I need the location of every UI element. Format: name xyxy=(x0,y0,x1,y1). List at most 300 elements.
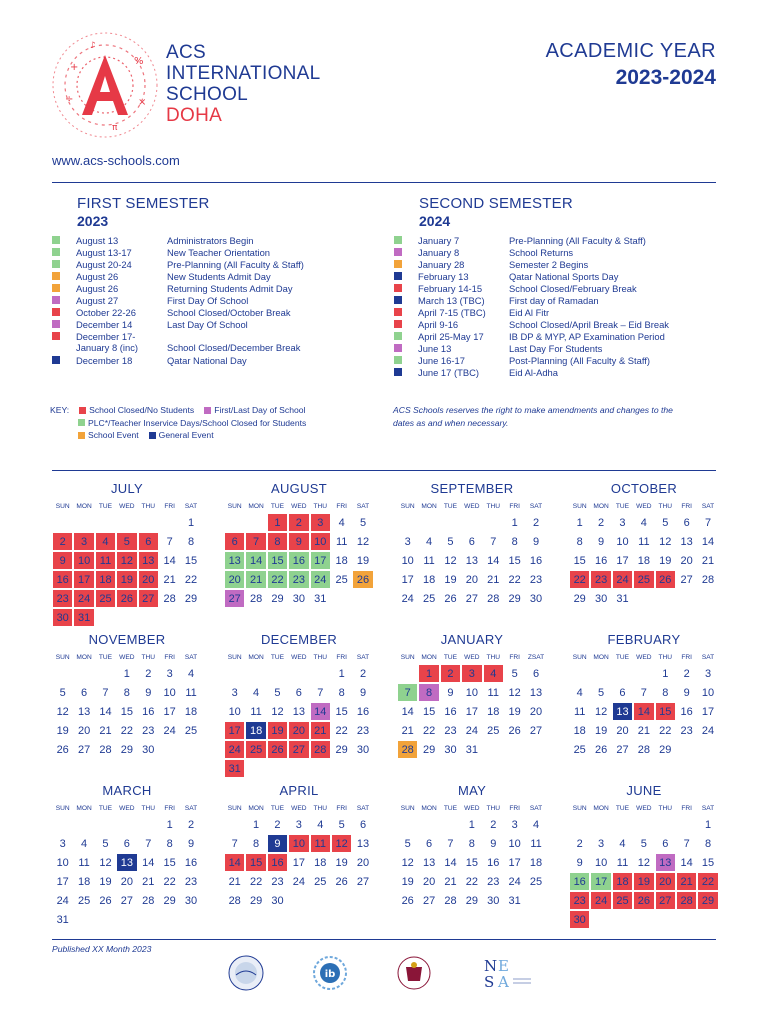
calendar-day: 27 xyxy=(656,892,675,909)
event-description: First Day Of School xyxy=(167,295,249,306)
calendar-day: 5 xyxy=(102,837,109,850)
calendar-day: 20 xyxy=(465,573,478,586)
weekday-header xyxy=(397,499,547,513)
weekday-label: FRI xyxy=(681,502,692,510)
calendar-day: 3 xyxy=(74,533,93,550)
event-color-swatch xyxy=(52,272,60,280)
calendar-day: 26 xyxy=(508,724,521,737)
event-color-swatch xyxy=(394,368,402,376)
calendar-day: 10 xyxy=(401,554,414,567)
calendar-day: 6 xyxy=(426,837,433,850)
month-march xyxy=(52,783,202,929)
event-row xyxy=(394,367,669,379)
calendar-day: 9 xyxy=(53,552,72,569)
calendar-day: 25 xyxy=(96,590,115,607)
calendar-day: 7 xyxy=(398,684,417,701)
event-date: June 16-17 xyxy=(418,355,465,366)
calendar-day: 20 xyxy=(529,705,543,718)
calendar-day: 24 xyxy=(163,724,176,737)
calendar-day: 31 xyxy=(616,592,629,605)
calendar-day: 27 xyxy=(529,724,543,737)
calendar-day: 7 xyxy=(490,535,497,548)
weekday-label: TUE xyxy=(615,502,630,510)
calendar-day: 19 xyxy=(508,705,521,718)
weekday-label: SAT xyxy=(701,502,715,510)
calendar-day: 30 xyxy=(356,743,370,756)
weekday-label: WED xyxy=(119,804,135,812)
calendar-day: 2 xyxy=(490,818,497,831)
calendar-day: 9 xyxy=(359,686,367,699)
calendar-day: 10 xyxy=(508,837,521,850)
calendar-day: 6 xyxy=(359,818,367,831)
event-row xyxy=(394,331,669,343)
calendar-day: 19 xyxy=(56,724,69,737)
calendar-day: 1 xyxy=(511,516,518,529)
event-description: Semester 2 Begins xyxy=(509,259,589,270)
weekday-label: MON xyxy=(76,804,92,812)
calendar-day: 21 xyxy=(701,554,715,567)
event-date: August 13 xyxy=(76,235,119,246)
svg-text:+: + xyxy=(70,62,79,73)
calendar-day: 13 xyxy=(613,703,632,720)
calendar-day: 27 xyxy=(465,592,478,605)
weekday-label: THU xyxy=(141,502,156,510)
event-description: Administrators Begin xyxy=(167,235,254,246)
month-name: SEPTEMBER xyxy=(430,481,514,496)
event-date: January 8 xyxy=(418,247,460,258)
calendar-day: 18 xyxy=(637,554,650,567)
calendar-day: 5 xyxy=(598,686,605,699)
calendar-day: 9 xyxy=(683,686,690,699)
weekday-label: WED xyxy=(291,502,307,510)
calendar-day: 19 xyxy=(356,554,370,567)
event-row xyxy=(52,295,304,307)
event-date: April 7-15 (TBC) xyxy=(418,307,486,318)
calendar-day: 16 xyxy=(594,554,608,567)
calendar-day: 30 xyxy=(594,592,608,605)
calendar-day: 6 xyxy=(295,686,302,699)
weekday-label: SAT xyxy=(529,502,543,510)
event-color-swatch xyxy=(394,344,402,352)
calendar-day: 24 xyxy=(508,875,521,888)
calendar-day: 9 xyxy=(145,686,152,699)
event-date: January 28 xyxy=(418,259,465,270)
calendar-day: 6 xyxy=(662,837,669,850)
calendar-day: 2 xyxy=(532,516,540,529)
event-description: New Students Admit Day xyxy=(167,271,271,282)
calendar-day: 26 xyxy=(353,571,372,588)
event-date: August 13-17 xyxy=(76,247,132,258)
qatar-emblem-icon xyxy=(396,955,432,991)
weekday-label: MON xyxy=(421,502,437,510)
calendar-day: 27 xyxy=(225,590,244,607)
event-color-swatch xyxy=(52,332,60,340)
calendar-day: 28 xyxy=(228,894,241,907)
calendar-day: 17 xyxy=(74,571,93,588)
event-date: January 7 xyxy=(418,235,460,246)
weekday-label: SAT xyxy=(184,653,198,661)
calendar-day: 3 xyxy=(59,837,66,850)
event-date: June 13 xyxy=(418,343,452,354)
calendar-day: 11 xyxy=(250,705,262,718)
weekday-label: SAT xyxy=(356,653,370,661)
calendar-day: 13 xyxy=(465,554,478,567)
calendar-day: 10 xyxy=(465,686,478,699)
calendar-day: 22 xyxy=(570,571,589,588)
month-august xyxy=(224,481,374,608)
calendar-day: 20 xyxy=(616,724,629,737)
event-description: Post-Planning (All Faculty & Staff) xyxy=(509,355,651,366)
calendar-day: 28 xyxy=(163,592,176,605)
weekday-label: TUE xyxy=(615,653,630,661)
calendar-day: 8 xyxy=(576,535,583,548)
calendar-day: 25 xyxy=(422,592,436,605)
event-description: New Teacher Orientation xyxy=(167,247,271,258)
svg-text:π: π xyxy=(112,123,118,133)
calendar-day: 25 xyxy=(529,875,543,888)
calendar-day: 16 xyxy=(570,873,589,890)
weekday-label: THU xyxy=(313,502,328,510)
svg-text:N: N xyxy=(484,957,498,975)
event-row xyxy=(394,355,669,367)
month-january xyxy=(397,632,547,759)
weekday-label: FRI xyxy=(336,653,347,661)
calendar-day: 17 xyxy=(163,705,176,718)
calendar-day: 4 xyxy=(640,516,647,529)
weekday-label: FRI xyxy=(336,804,347,812)
event-description: Eid Al-Adha xyxy=(509,367,558,378)
weekday-header xyxy=(569,801,719,815)
event-row xyxy=(394,259,669,271)
weekday-label: FRI xyxy=(164,804,175,812)
calendar-day: 20 xyxy=(139,571,158,588)
calendar-day: 24 xyxy=(591,892,610,909)
calendar-day: 11 xyxy=(423,554,435,567)
event-row xyxy=(52,355,304,367)
calendar-day: 18 xyxy=(314,856,327,869)
calendar-day: 8 xyxy=(338,686,345,699)
calendar-day: 16 xyxy=(184,856,198,869)
event-date: August 27 xyxy=(76,295,119,306)
calendar-day: 13 xyxy=(77,705,91,718)
weekday-label: TUE xyxy=(98,653,113,661)
calendar-day: 21 xyxy=(142,875,155,888)
calendar-day: 24 xyxy=(311,571,330,588)
calendar-day: 3 xyxy=(511,818,518,831)
calendar-day: 7 xyxy=(317,686,324,699)
calendar-day: 25 xyxy=(335,573,348,586)
calendar-day: 29 xyxy=(163,894,176,907)
calendar-day: 26 xyxy=(594,743,608,756)
weekday-label: MON xyxy=(421,653,437,661)
weekday-label: MON xyxy=(76,653,92,661)
website-link[interactable]: www.acs-schools.com xyxy=(52,153,180,168)
weekday-label: SAT xyxy=(356,502,370,510)
calendar-day: 20 xyxy=(225,571,244,588)
calendar-day: 2 xyxy=(683,667,690,680)
calendar-day: 2 xyxy=(145,667,152,680)
calendar-day: 8 xyxy=(662,686,669,699)
event-color-swatch xyxy=(52,260,60,268)
acs-logo xyxy=(50,30,160,140)
weekday-label: SUN xyxy=(572,804,587,812)
calendar-day: 27 xyxy=(120,894,133,907)
calendar-day: 8 xyxy=(511,535,518,548)
calendar-day: 12 xyxy=(56,705,69,718)
calendar-day: 26 xyxy=(634,892,653,909)
calendar-day: 13 xyxy=(680,535,693,548)
calendar-day: 14 xyxy=(99,705,112,718)
calendar-day: 9 xyxy=(187,837,195,850)
calendar-day: 15 xyxy=(701,856,715,869)
calendar-day: 17 xyxy=(292,856,305,869)
calendar-day: 15 xyxy=(422,705,436,718)
weekday-label: FRI xyxy=(681,653,692,661)
calendar-day: 24 xyxy=(56,894,69,907)
calendar-day: 21 xyxy=(99,724,112,737)
calendar-day: 15 xyxy=(656,703,675,720)
weekday-header xyxy=(52,499,202,513)
event-color-swatch xyxy=(394,308,402,316)
weekday-label: TUE xyxy=(270,653,285,661)
calendar-day: 5 xyxy=(511,667,518,680)
event-date: December 17- January 8 (inc) xyxy=(76,331,139,353)
event-description: Pre-Planning (All Faculty & Staff) xyxy=(167,259,304,270)
event-row xyxy=(52,331,304,355)
calendar-day: 29 xyxy=(120,743,133,756)
calendar-day: 1 xyxy=(166,818,173,831)
calendar-day: 23 xyxy=(271,875,284,888)
calendar-day: 29 xyxy=(573,592,586,605)
calendar-day: 24 xyxy=(613,571,632,588)
weekday-label: WED xyxy=(636,804,652,812)
calendar-day: 24 xyxy=(292,875,305,888)
calendar-day: 25 xyxy=(77,894,91,907)
calendar-day: 7 xyxy=(640,686,647,699)
calendar-day: 6 xyxy=(225,533,244,550)
second-semester-heading: SECOND SEMESTER 2024 xyxy=(419,195,573,229)
weekday-label: SAT xyxy=(529,804,543,812)
calendar-day: 14 xyxy=(487,554,500,567)
event-date: February 14-15 xyxy=(418,283,483,294)
weekday-label: TUE xyxy=(443,502,458,510)
month-name: NOVEMBER xyxy=(88,632,166,647)
calendar-day: 4 xyxy=(532,818,540,831)
calendar-day: 22 xyxy=(249,875,263,888)
svg-text:S: S xyxy=(484,973,495,991)
calendar-day: 23 xyxy=(289,571,308,588)
event-date: August 20-24 xyxy=(76,259,132,270)
calendar-day: 31 xyxy=(56,913,69,926)
calendar-day: 8 xyxy=(468,837,475,850)
calendar-day: 8 xyxy=(268,533,287,550)
event-color-swatch xyxy=(394,320,402,328)
calendar-day: 12 xyxy=(117,552,136,569)
weekday-label: WED xyxy=(636,653,652,661)
weekday-label: THU xyxy=(486,804,501,812)
event-description: Last Day Of School xyxy=(167,319,248,330)
calendar-day: 22 xyxy=(659,724,672,737)
event-row xyxy=(394,235,669,247)
calendar-day: 14 xyxy=(225,854,244,871)
calendar-day: 4 xyxy=(81,837,88,850)
event-date: April 25-May 17 xyxy=(418,331,484,342)
calendar-day: 22 xyxy=(120,724,133,737)
calendar-day: 23 xyxy=(591,571,610,588)
calendar-day: 6 xyxy=(532,667,540,680)
weekday-label: MON xyxy=(593,653,609,661)
month-name: MAY xyxy=(457,783,487,798)
calendar-day: 9 xyxy=(268,835,287,852)
legend xyxy=(50,404,316,442)
calendar-day: 22 xyxy=(184,573,198,586)
divider xyxy=(52,182,716,183)
month-name: JULY xyxy=(110,481,144,496)
event-description: IB DP & MYP, AP Examination Period xyxy=(509,331,665,342)
event-color-swatch xyxy=(394,284,402,292)
weekday-header xyxy=(224,650,374,664)
calendar-day: 28 xyxy=(701,573,715,586)
calendar-day: 5 xyxy=(338,818,345,831)
calendar-day: 13 xyxy=(117,854,136,871)
calendar-day: 16 xyxy=(487,856,500,869)
event-date: August 26 xyxy=(76,271,119,282)
weekday-label: SAT xyxy=(356,804,370,812)
calendar-day: 22 xyxy=(508,573,521,586)
calendar-day: 21 xyxy=(163,573,176,586)
calendar-day: 25 xyxy=(634,571,653,588)
calendar-day: 15 xyxy=(268,552,287,569)
weekday-label: TUE xyxy=(443,804,458,812)
calendar-day: 28 xyxy=(398,741,417,758)
month-name: AUGUST xyxy=(271,481,327,496)
weekday-label: WED xyxy=(464,502,480,510)
legend-item: School Closed/No Students xyxy=(79,404,194,417)
weekday-label: SAT xyxy=(184,804,198,812)
weekday-label: SUN xyxy=(572,502,587,510)
calendar-day: 29 xyxy=(659,743,672,756)
calendar-day: 23 xyxy=(570,892,589,909)
weekday-header xyxy=(397,650,547,664)
event-color-swatch xyxy=(52,308,60,316)
calendar-day: 21 xyxy=(637,724,650,737)
calendar-day: 21 xyxy=(401,724,414,737)
event-date: March 13 (TBC) xyxy=(418,295,485,306)
weekday-label: FRI xyxy=(164,653,175,661)
month-june xyxy=(569,783,719,929)
published-note: Published XX Month 2023 xyxy=(52,944,152,954)
event-color-swatch xyxy=(394,296,402,304)
calendar-day: 10 xyxy=(74,552,93,569)
calendar-day: 28 xyxy=(99,743,112,756)
calendar-day: 30 xyxy=(444,743,457,756)
calendar-day: 15 xyxy=(465,856,478,869)
calendar-day: 5 xyxy=(447,535,454,548)
legend-item: PLC*/Teacher Inservice Days/School Closed for Students xyxy=(78,417,306,430)
calendar-day: 28 xyxy=(311,741,330,758)
calendar-day: 26 xyxy=(56,743,69,756)
calendar-day: 18 xyxy=(246,722,265,739)
weekday-label: WED xyxy=(464,804,480,812)
weekday-label: SUN xyxy=(227,502,242,510)
calendar-day: 7 xyxy=(145,837,152,850)
calendar-day: 18 xyxy=(422,573,436,586)
calendar-day: 19 xyxy=(117,571,136,588)
weekday-label: THU xyxy=(486,653,501,661)
calendar-day: 12 xyxy=(508,686,521,699)
month-may xyxy=(397,783,547,910)
calendar-day: 3 xyxy=(619,516,626,529)
calendar-day: 1 xyxy=(187,516,195,529)
event-color-swatch xyxy=(52,320,60,328)
calendar-day: 24 xyxy=(465,724,478,737)
calendar-day: 8 xyxy=(187,535,195,548)
calendar-day: 19 xyxy=(401,875,414,888)
weekday-label: ZSAT xyxy=(527,653,545,661)
calendar-day: 16 xyxy=(529,554,543,567)
calendar-day: 3 xyxy=(311,514,330,531)
calendar-day: 4 xyxy=(484,665,503,682)
calendar-day: 4 xyxy=(253,686,260,699)
month-name: JANUARY xyxy=(440,632,504,647)
event-color-swatch xyxy=(394,332,402,340)
calendar-day: 21 xyxy=(444,875,457,888)
calendar-day: 3 xyxy=(295,818,302,831)
event-row xyxy=(394,283,669,295)
calendar-day: 25 xyxy=(246,741,265,758)
key-label: KEY: xyxy=(50,405,70,415)
weekday-label: WED xyxy=(291,804,307,812)
event-description: School Closed/February Break xyxy=(509,283,637,294)
calendar-day: 17 xyxy=(701,705,715,718)
calendar-day: 20 xyxy=(656,873,675,890)
calendar-day: 3 xyxy=(598,837,605,850)
event-date: August 26 xyxy=(76,283,119,294)
weekday-label: SUN xyxy=(55,653,70,661)
weekday-label: TUE xyxy=(98,502,113,510)
svg-text:♪: ♪ xyxy=(90,41,96,51)
calendar-day: 2 xyxy=(274,818,281,831)
event-row xyxy=(52,235,304,247)
svg-text:E: E xyxy=(498,957,509,975)
calendar-day: 13 xyxy=(356,837,370,850)
weekday-label: FRI xyxy=(681,804,692,812)
first-semester-heading: FIRST SEMESTER 2023 xyxy=(77,195,210,229)
calendar-day: 25 xyxy=(573,743,586,756)
calendar-day: 15 xyxy=(120,705,133,718)
calendar-day: 1 xyxy=(419,665,438,682)
event-description: School Closed/April Break – Eid Break xyxy=(509,319,669,330)
weekday-label: SUN xyxy=(400,804,415,812)
calendar-day: 23 xyxy=(356,724,370,737)
weekday-label: TUE xyxy=(98,804,113,812)
calendar-day: 10 xyxy=(56,856,69,869)
event-description: School Returns xyxy=(509,247,574,258)
ib-logo-icon xyxy=(312,955,348,991)
calendar-day: 2 xyxy=(441,665,460,682)
weekday-label: SUN xyxy=(227,653,242,661)
calendar-day: 21 xyxy=(677,873,696,890)
event-row xyxy=(394,271,669,283)
event-date: February 13 xyxy=(418,271,469,282)
calendar-day: 19 xyxy=(634,873,653,890)
weekday-label: MON xyxy=(248,653,264,661)
calendar-day: 12 xyxy=(637,856,650,869)
calendar-day: 8 xyxy=(123,686,130,699)
event-row xyxy=(52,271,304,283)
calendar-day: 17 xyxy=(311,552,330,569)
calendar-day: 10 xyxy=(616,535,629,548)
